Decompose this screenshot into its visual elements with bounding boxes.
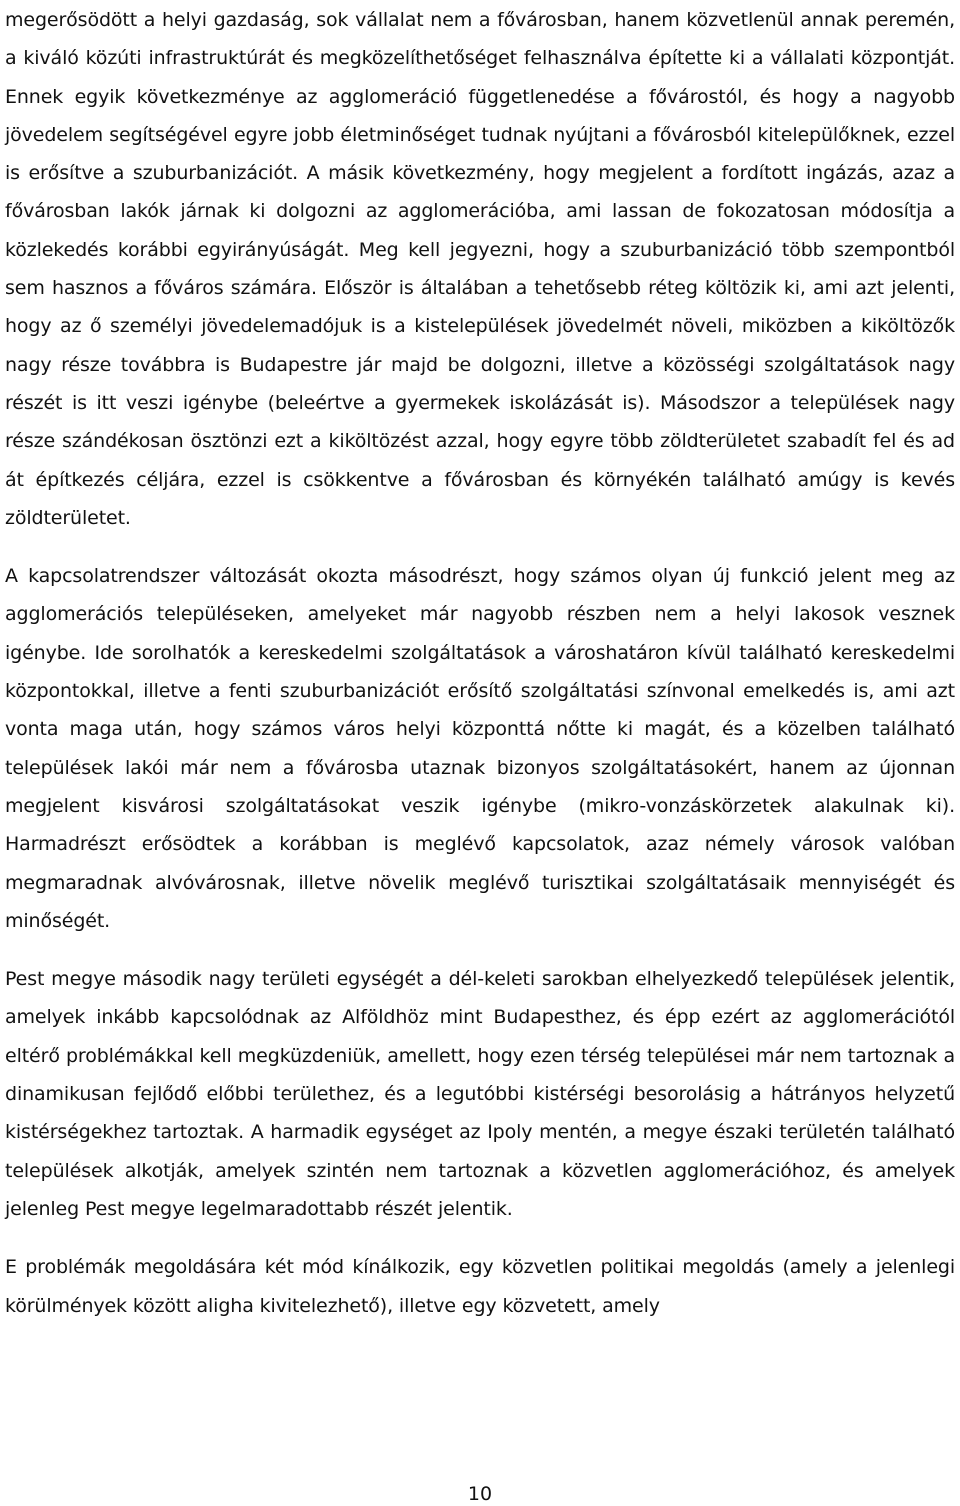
document-page <box>5 0 955 1325</box>
paragraph-solutions: E problémák megoldására két mód kínálkozik, egy közvetlen politikai megoldás (amely a jelenlegi körülmények között aligha kivitelezhető), illetve egy közvetett, amely <box>5 1256 955 1317</box>
paragraph-southeast-region: Pest megye második nagy területi egységét a dél-keleti sarokban elhelyezkedő települések jelentik, amelyek inkább kapcsolódnak az Alföldhöz mint Budapesthez, és épp ezért az agglomerációtól eltérő problémákkal kell megküzdeniük, amellett, hogy ezen térség települései már nem tartoznak a dinamikusan fejlődő előbbi területhez, és a legutóbbi kistérségi besorolásig a hátrányos helyzetű kistérségekhez tartoztak. A harmadik egységet az Ipoly mentén, a megye északi területén található települések alkotják, amelyek szintén nem tartoznak a közvetlen agglomerációhoz, és amelyek jelenleg Pest megye legelmaradottabb részét jelentik. <box>5 968 955 1220</box>
page-number: 10 <box>467 1483 493 1505</box>
paragraph-new-functions: A kapcsolatrendszer változását okozta másodrészt, hogy számos olyan új funkció jelent meg az agglomerációs településeken, amelyeket már nagyobb részben nem a helyi lakosok vesznek igénybe. Ide sorolhatók a kereskedelmi szolgáltatások a városhatáron kívül található kereskedelmi központokkal, illetve a fenti szuburbanizációt erősítő szolgáltatási színvonal emelkedés is, ami azt vonta maga után, hogy számos város helyi központtá nőtte ki magát, és a közelben található települések lakói már nem a fővárosba utaznak bizonyos szolgáltatásokért, hanem az újonnan megjelent kisvárosi szolgáltatásokat veszik igénybe (mikro-vonzáskörzetek alakulnak ki). Harmadrészt erősödtek a korábban is meglévő kapcsolatok, azaz némely városok valóban megmaradnak alvóvárosnak, illetve növelik meglévő turisztikai szolgáltatásaik mennyiségét és minőségét. <box>5 565 955 932</box>
paragraph-agglomeration-economy: megerősödött a helyi gazdaság, sok vállalat nem a fővárosban, hanem közvetlenül annak peremén, a kiváló közúti infrastruktúrát és megközelíthetőséget felhasználva építette ki a vállalati központját. Ennek egyik következménye az agglomeráció függetlenedése a fővárostól, és hogy a nagyobb jövedelem segítségével egyre jobb életminőséget tudnak nyújtani a fővárosból kitelepülőknek, ezzel is erősítve a szuburbanizációt. A másik következmény, hogy megjelent a fordított ingázás, azaz a fővárosban lakók járnak ki dolgozni az agglomerációba, ami lassan de fokozatosan módosítja a közlekedés korábbi egyirányúságát. Meg kell jegyezni, hogy a szuburbanizáció több szempontból sem hasznos a főváros számára. Először is általában a tehetősebb réteg költözik ki, ami azt jelenti, hogy az ő személyi jövedelemadójuk is a kistelepülések jövedelmét növeli, miközben a kiköltözők nagy része továbbra is Budapestre jár majd be dolgozni, illetve a közösségi szolgáltatások nagy részét is itt veszi igénybe (beleértve a gyermekek iskolázását is). Másodszor a települések nagy része szándékosan ösztönzi ezt a kiköltözést azzal, hogy egyre több zöldterületet szabadít fel és ad át építkezés céljára, ezzel is csökkentve a fővárosban és környékén található amúgy is kevés zöldterületet. <box>5 9 955 529</box>
